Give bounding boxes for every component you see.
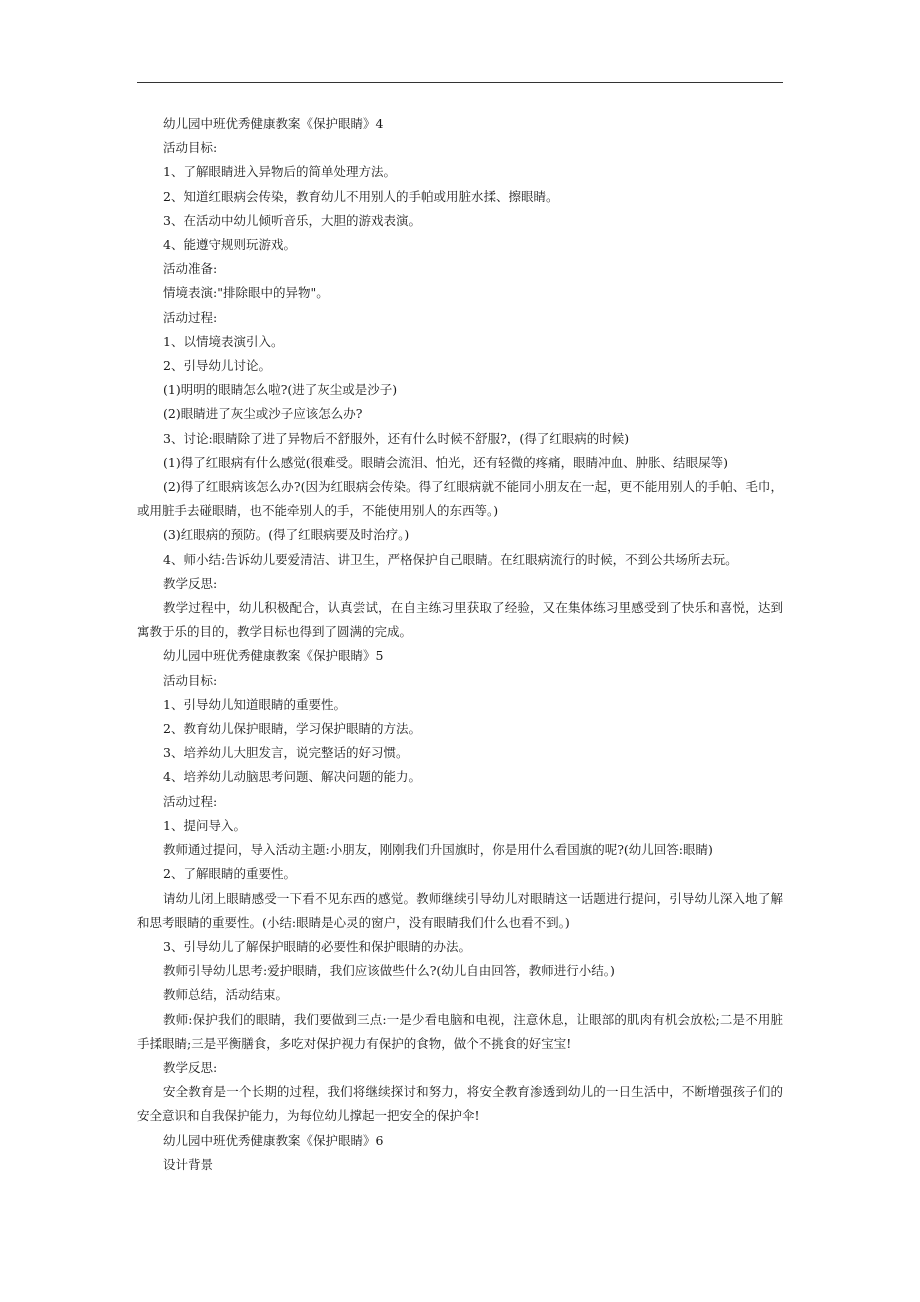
heading-preparation: 活动准备: <box>163 261 218 277</box>
paragraph: (3)红眼病的预防。(得了红眼病要及时治疗。) <box>163 527 410 543</box>
paragraph: 2、知道红眼病会传染，教育幼儿不用别人的手帕或用脏水揉、擦眼睛。 <box>163 188 559 204</box>
heading-goals: 活动目标: <box>163 672 218 688</box>
paragraph: 1、了解眼睛进入异物后的简单处理方法。 <box>163 164 396 180</box>
paragraph: 3、引导幼儿了解保护眼睛的必要性和保护眼睛的办法。 <box>163 938 471 954</box>
paragraph: 4、能遵守规则玩游戏。 <box>163 237 296 253</box>
paragraph: 3、培养幼儿大胆发言，说完整话的好习惯。 <box>163 745 409 761</box>
paragraph: 3、讨论:眼睛除了进了异物后不舒服外，还有什么时候不舒服?，(得了红眼病的时候) <box>163 430 630 446</box>
paragraph: 教师:保护我们的眼睛，我们要做到三点:一是少看电脑和电视，注意休息，让眼部的肌肉有机会放松;二是不用脏手揉眼睛;三是平衡膳食，多吃对保护视力有保护的食物，做个不挑食的好宝宝! <box>137 1011 783 1051</box>
paragraph: 4、培养幼儿动脑思考问题、解决问题的能力。 <box>163 769 421 785</box>
paragraph: 2、了解眼睛的重要性。 <box>163 866 296 882</box>
paragraph: 请幼儿闭上眼睛感受一下看不见东西的感觉。教师继续引导幼儿对眼睛这一话题进行提问，引导幼儿深入地了解和思考眼睛的重要性。(小结:眼睛是心灵的窗户，没有眼睛我们什么也看不到。) <box>137 890 783 930</box>
paragraph: 2、教育幼儿保护眼睛，学习保护眼睛的方法。 <box>163 721 421 737</box>
heading-reflection: 教学反思: <box>163 1059 218 1075</box>
heading-goals: 活动目标: <box>163 140 218 156</box>
header-rule <box>137 82 783 83</box>
paragraph: (2)得了红眼病该怎么办?(因为红眼病会传染。得了红眼病就不能同小朋友在一起，更不能用别人的手帕、毛巾，或用脏手去碰眼睛，也不能牵别人的手，不能使用别人的东西等。) <box>137 479 783 519</box>
paragraph: 1、以情境表演引入。 <box>163 333 284 349</box>
paragraph: 安全教育是一个长期的过程，我们将继续探讨和努力，将安全教育渗透到幼儿的一日生活中，不断增强孩子们的安全意识和自我保护能力，为每位幼儿撑起一把安全的保护伞! <box>137 1084 783 1124</box>
heading-process: 活动过程: <box>163 309 218 325</box>
paragraph: (2)眼睛进了灰尘或沙子应该怎么办? <box>163 406 363 422</box>
heading-process: 活动过程: <box>163 793 218 809</box>
heading-reflection: 教学反思: <box>163 575 218 591</box>
paragraph: 教师引导幼儿思考:爱护眼睛，我们应该做些什么?(幼儿自由回答，教师进行小结。) <box>163 963 615 979</box>
paragraph: 3、在活动中幼儿倾听音乐，大胆的游戏表演。 <box>163 212 421 228</box>
section-title: 幼儿园中班优秀健康教案《保护眼睛》4 <box>163 116 384 131</box>
paragraph: 教师通过提问，导入活动主题:小朋友，刚刚我们升国旗时，你是用什么看国旗的呢?(幼儿回答:眼睛) <box>163 842 713 858</box>
paragraph: 4、师小结:告诉幼儿要爱清洁、讲卫生，严格保护自己眼睛。在红眼病流行的时候，不到公共场所去玩。 <box>163 551 738 567</box>
paragraph: 1、提问导入。 <box>163 817 246 833</box>
section-title: 幼儿园中班优秀健康教案《保护眼睛》5 <box>163 648 384 664</box>
section-title: 幼儿园中班优秀健康教案《保护眼睛》6 <box>163 1132 384 1148</box>
paragraph: 情境表演:"排除眼中的异物"。 <box>163 285 329 301</box>
paragraph: (1)明明的眼睛怎么啦?(进了灰尘或是沙子) <box>163 382 398 398</box>
paragraph: 1、引导幼儿知道眼睛的重要性。 <box>163 696 346 712</box>
heading-background: 设计背景 <box>163 1156 214 1172</box>
document-body <box>137 112 783 1177</box>
paragraph: 教学过程中，幼儿积极配合，认真尝试，在自主练习里获取了经验，又在集体练习里感受到了快乐和喜悦，达到寓教于乐的目的，教学目标也得到了圆满的完成。 <box>137 600 783 640</box>
paragraph: 教师总结，活动结束。 <box>163 987 289 1003</box>
paragraph: 2、引导幼儿讨论。 <box>163 358 271 374</box>
paragraph: (1)得了红眼病有什么感觉(很难受。眼睛会流泪、怕光，还有轻微的疼痛，眼睛冲血、肿胀、结眼屎等) <box>163 454 728 470</box>
